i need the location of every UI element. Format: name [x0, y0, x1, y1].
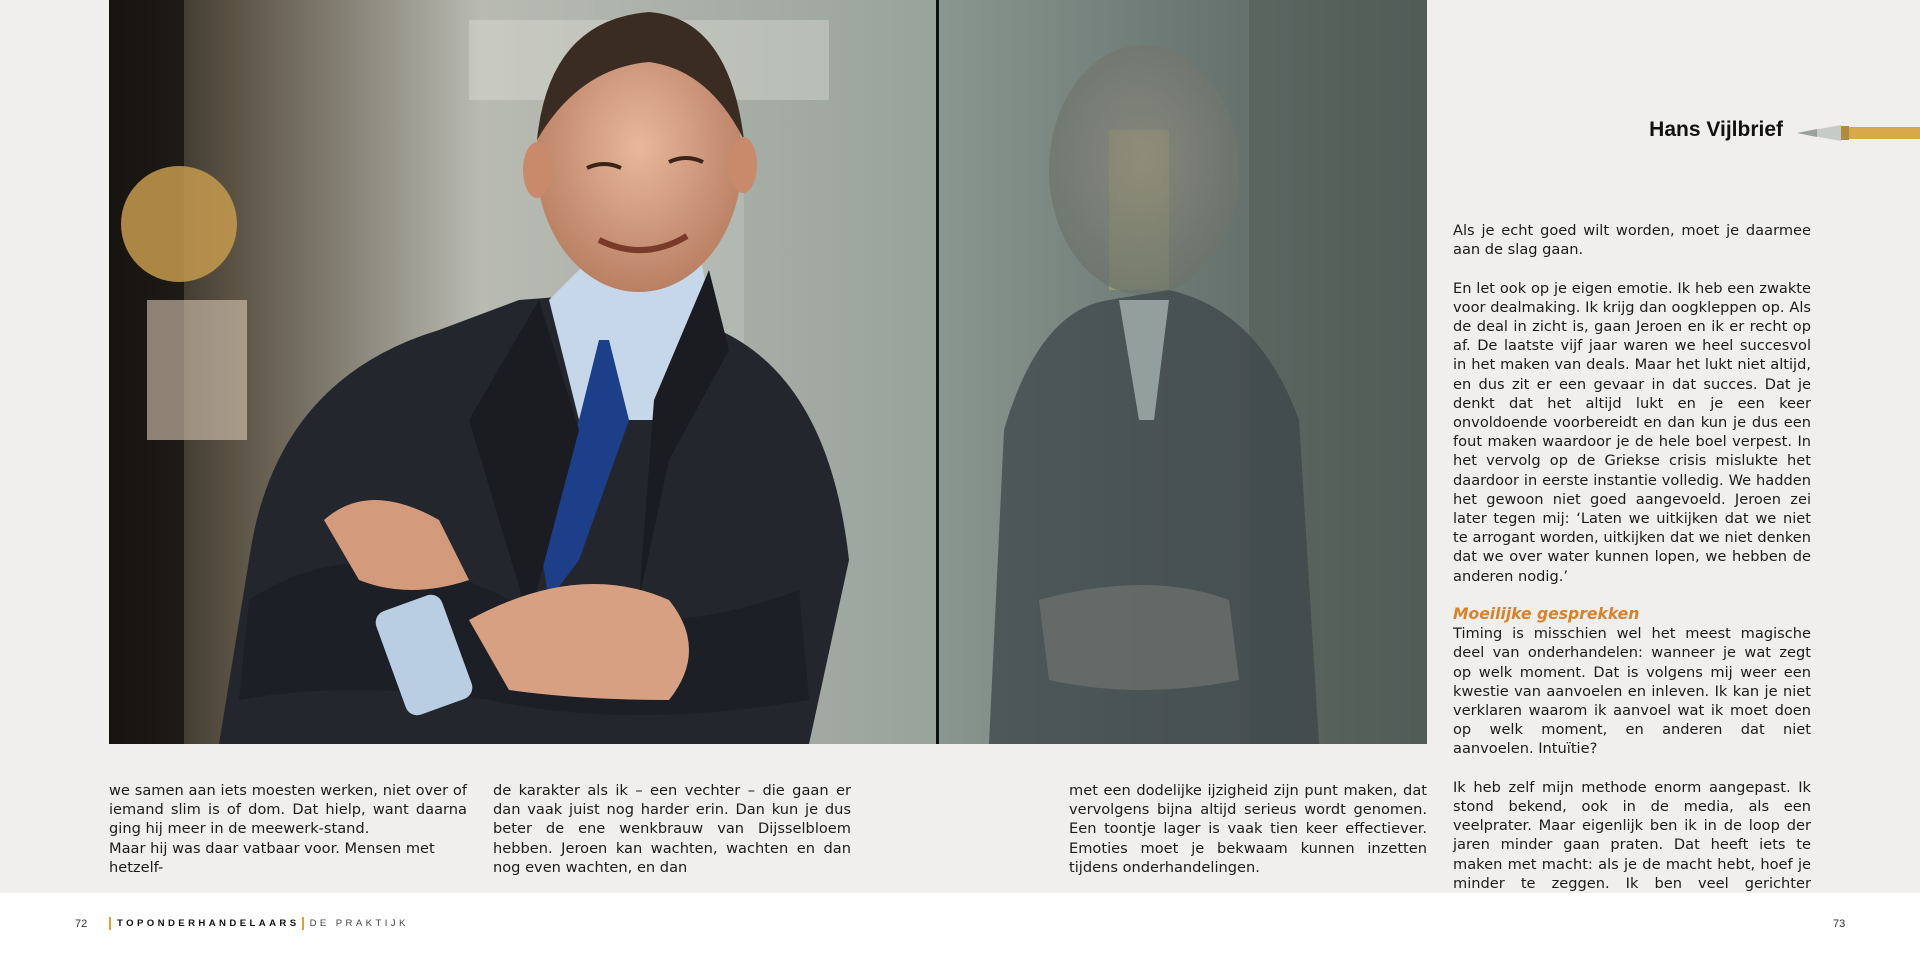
paragraph: we samen aan iets moesten werken, niet over of iemand slim is of dom. Dat hielp, want daarna ging hij meer in de meewerk-stand. — [109, 782, 467, 838]
article-column-1 — [109, 781, 467, 877]
section-title: DE PRAKTIJK — [309, 918, 409, 929]
paragraph: met een dodelijke ijzigheid zijn punt maken, dat vervolgens bijna altijd serieus wordt genomen. Een toontje lager is vaak tien keer effectiever. Emoties moet je bekwaam kunnen inzetten tijdens onderhandelingen. — [1069, 782, 1427, 876]
page-number-left: 72 — [75, 918, 88, 930]
running-header — [109, 917, 409, 930]
paragraph: Timing is misschien wel het meest magische deel van onderhandelen: wanneer je wat zegt op welk moment. Dat is volgens mij weer een kwestie van aanvoelen en inleven. Ik kan je niet verklaren waarom ik aanvoel wat ik moet doen op welk moment, en anderen dat niet aanvoelen. Intuïtie? — [1453, 625, 1811, 758]
paragraph: Als je echt goed wilt worden, moet je daarmee aan de slag gaan. — [1453, 222, 1811, 259]
paragraph: Ik heb zelf mijn methode enorm aangepast. Ik stond bekend, ook in de media, als een veelprater. Maar eigenlijk ben ik in de loop der jaren minder gaan praten. Dat heeft iets te maken met macht: als je de macht hebt, hoef je minder te zeggen. Ik ben veel gerichter — [1453, 778, 1811, 892]
article-column-2 — [493, 781, 851, 877]
paragraph: de karakter als ik – een vechter – die gaan er dan vaak juist nog harder erin. Dan kun je dus beter de ene wenkbrauw van Dijsselbloem hebben. Jeroen kan wachten, wachten en dan nog even wachten, en dan — [493, 782, 851, 876]
article-column-4 — [1453, 221, 1811, 951]
divider-bar — [109, 917, 111, 930]
page-number-right: 73 — [1833, 918, 1846, 930]
book-title: TOPONDERHANDELAARS — [117, 918, 300, 929]
paragraph: En let ook op je eigen emotie. Ik heb een zwakte voor dealmaking. Ik krijg dan oogkleppen op. Als de deal in zicht is, gaan Jeroen en ik er recht op af. De laatste vijf jaar waren we heel succesvol in het maken van deals. Maar het lukt niet altijd, en dus zit er een gevaar in dat succes. Dat je denkt dat het altijd lukt en je een keer onvoldoende voorbereidt en dan kun je dus een fout maken waardoor je de hele boel verpest. In het vervolg op de Griekse crisis mislukte het daardoor in eerste instantie volledig. We hadden het gewoon niet goed aangevoeld. Jeroen zei later tegen mij: ‘Laten we uitkijken dat we niet te arrogant worden, uitkijken dat we niet denken dat we over water kunnen lopen, we hebben de anderen nodig.’ — [1453, 279, 1811, 585]
divider-bar — [302, 917, 304, 930]
portrait-illustration — [109, 0, 1427, 744]
article-column-3 — [1069, 781, 1427, 877]
portrait-photo — [109, 0, 1427, 744]
section-heading: Moeilijke gesprekken — [1453, 605, 1640, 624]
paragraph: Maar hij was daar vatbaar voor. Mensen met hetzelf- — [109, 839, 435, 876]
author-name: Hans Vijlbrief — [1649, 118, 1783, 141]
pencil-icon — [1797, 124, 1920, 142]
